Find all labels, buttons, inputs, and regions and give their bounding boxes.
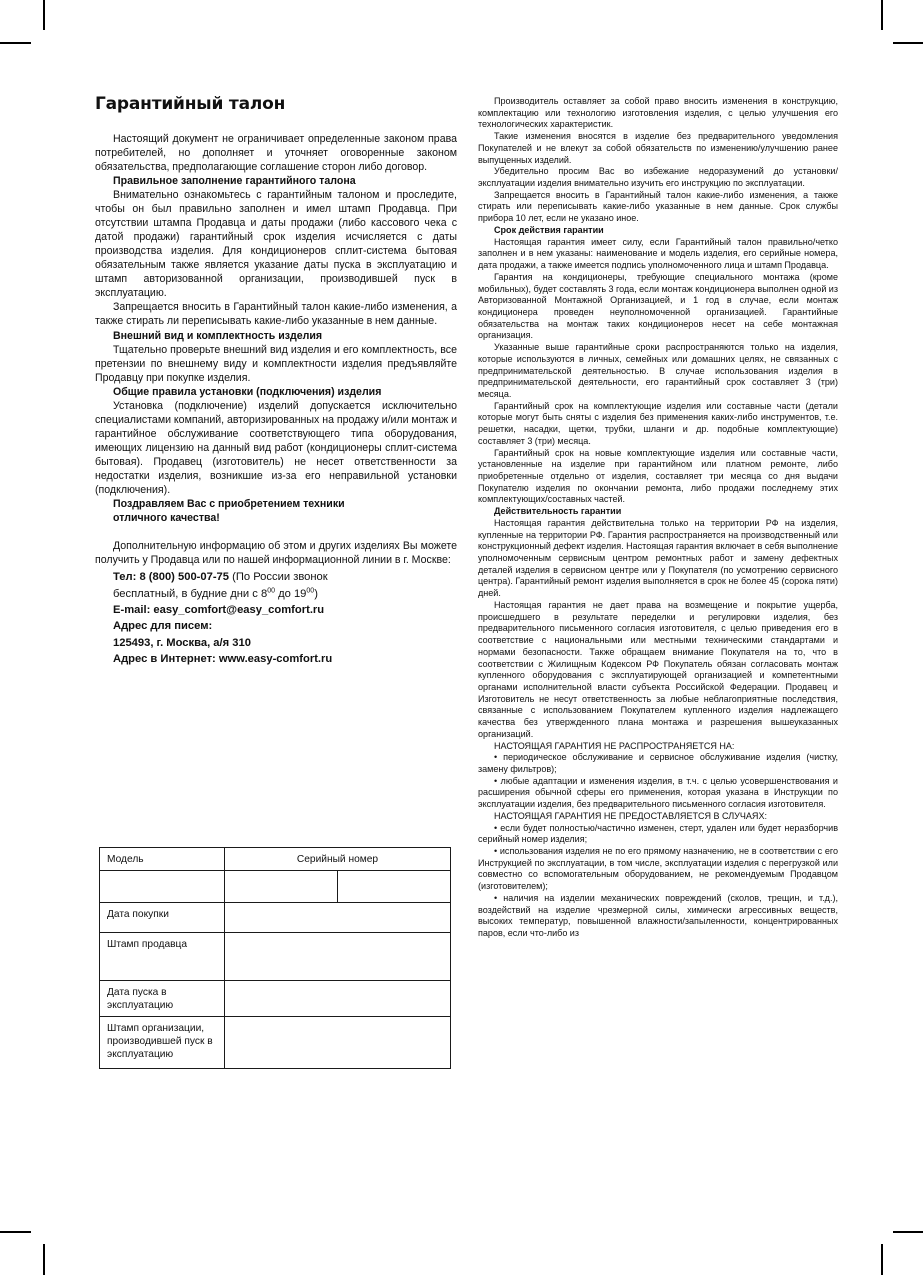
section-heading-correct-filling: Правильное заполнение гарантийного талона <box>113 174 356 187</box>
paragraph-correct-filling-1: Внимательно ознакомьтесь с гарантийным талоном и проследите, чтобы он был правильно заполнен и имел штамп Продавца. При отсутствии штампа Продавца и даты продажи (либо кассового чека с датой продажи) гарантийный срок изделия исчисляется с даты производства изделия. Для кондиционеров сплит-система бытовая обязательным также является указание даты пуска в эксплуатацию и штамп авторизованной организации, производившей пуск в эксплуатацию. <box>95 189 457 300</box>
crop-mark-bottom-right-horizontal <box>893 1231 923 1233</box>
table-row-purchase-date <box>100 903 451 933</box>
right-column <box>478 96 838 940</box>
postal-address: 125493, г. Москва, а/я 310 <box>113 636 251 649</box>
section-heading-warranty-validity: Действительность гарантии <box>494 506 622 517</box>
table-cell-commissioning-date-input[interactable] <box>225 981 451 1017</box>
phone-line-1 <box>113 569 457 585</box>
postal-label: Адрес для писем: <box>113 620 213 633</box>
paragraph-warranty-term-3: Указанные выше гарантийные сроки распространяются только на изделия, которые используются в личных, семейных или домашних целях, не связанных с предпринимательской деятельностью. В случае использования изделия в предпринимательской деятельности, его гарантийный срок составляет 3 (три) месяца. <box>478 342 838 399</box>
paragraph-appearance-1: Тщательно проверьте внешний вид изделия и его комплектность, все претензии по внешнему виду и комплектности изделия предъявляйте Продавцу при покупке изделия. <box>95 343 457 384</box>
email-line[interactable] <box>113 602 457 618</box>
phone-number: Тел: 8 (800) 500-07-75 <box>113 571 229 584</box>
paragraph-correct-filling-2: Запрещается вносить в Гарантийный талон какие-либо изменения, а также стирать ли переписывать какие-либо указанные в нем данные. <box>95 301 457 328</box>
congratulations-line-1: Поздравляем Вас с приобретением техники <box>113 498 345 511</box>
page-title: Гарантийный талон <box>95 94 286 114</box>
not-provided-item-2: • использования изделия не по его прямому назначению, не в соответствии с его Инструкцией по эксплуатации, в том числе, эксплуатации изделия с перегрузкой или совместно со вспомогательным оборудованием, не рекомендуемым Продавцом (изготовителем); <box>478 846 838 892</box>
table-row-seller-stamp <box>100 933 451 981</box>
table-row-model-entry <box>100 871 451 903</box>
table-cell-model-input[interactable] <box>100 871 225 903</box>
table-row-commissioning-org-stamp <box>100 1017 451 1069</box>
congratulations-line-2: отличного качества! <box>113 512 220 525</box>
postal-label-line <box>113 618 457 634</box>
phone-hours-sup-start: 00 <box>267 586 275 594</box>
right-paragraph-no-notice: Такие изменения вносятся в изделие без предварительного уведомления Покупателей и не влекут за собой обязательств по изменению/улучшению ранее выпущенных изделий. <box>478 131 838 165</box>
heading-not-provided: НАСТОЯЩАЯ ГАРАНТИЯ НЕ ПРЕДОСТАВЛЯЕТСЯ В СЛУЧАЯХ: <box>494 810 768 821</box>
table-cell-commissioning-org-input[interactable] <box>225 1017 451 1069</box>
email-address: E-mail: easy_comfort@easy_comfort.ru <box>113 604 325 617</box>
right-paragraph-no-alterations: Запрещается вносить в Гарантийный талон какие-либо изменения, а также стирать или переписывать какие-либо указанные в нем данные. Срок службы прибора 10 лет, если не указано иное. <box>478 189 838 224</box>
crop-mark-bottom-right-vertical <box>881 1244 883 1275</box>
website-line[interactable] <box>113 651 457 667</box>
crop-mark-top-left-horizontal <box>0 42 31 44</box>
warranty-form-table <box>99 847 451 1069</box>
crop-mark-top-left-vertical <box>43 0 45 30</box>
postal-address-line <box>113 635 457 651</box>
crop-mark-bottom-left-vertical <box>43 1244 45 1275</box>
table-row-commissioning-date <box>100 981 451 1017</box>
phone-hours-prefix: бесплатный, в будние дни с 8 <box>113 587 268 600</box>
phone-line-2 <box>113 586 457 602</box>
table-cell-serial-input-2[interactable] <box>338 871 451 903</box>
phone-hours-mid: до 19 <box>274 587 307 600</box>
exclusion-item-1: • периодическое обслуживание и сервисное обслуживание изделия (чистку, замену фильтров); <box>478 752 838 774</box>
info-line-paragraph: Дополнительную информацию об этом и других изделиях Вы можете получить у Продавца или по нашей информационной линии в г. Москве: <box>95 540 457 567</box>
paragraph-warranty-validity-1: Настоящая гарантия действительна только на территории РФ на изделия, купленные на территории РФ. Гарантия распространяется на производственный или конструкционный дефект изделия. Настоящая гарантия включает в себя выполнение уполномоченным сервисным центром ремонтных работ и замену дефектных деталей изделия в сервисном центре или у Покупателя (по усмотрению сервисного центра). Гарантийный ремонт изделия выполняется в срок не более 45 (сорока пяти) дней. <box>478 517 838 599</box>
section-heading-installation-rules: Общие правила установки (подключения) изделия <box>113 385 382 398</box>
paragraph-warranty-term-1: Настоящая гарантия имеет силу, если Гарантийный талон правильно/четко заполнен и в нем указаны: наименование и модель изделия, его серийные номера, дата продажи, а также имеется подпись уполномоченного лица и штамп Продавца. <box>478 236 838 271</box>
heading-exclusions: НАСТОЯЩАЯ ГАРАНТИЯ НЕ РАСПРОСТРАНЯЕТСЯ НА: <box>494 740 735 751</box>
section-heading-warranty-term: Срок действия гарантии <box>494 224 604 235</box>
crop-mark-top-right-vertical <box>881 0 883 30</box>
not-provided-item-3: • наличия на изделии механических повреждений (сколов, трещин, и т.д.), воздействий на изделие чрезмерной силы, химически агрессивных веществ, высоких температур, повышенной влажности/запыленности, концентрированных паров, если что-либо из <box>478 892 838 939</box>
phone-hours-sup-end: 00 <box>306 586 315 594</box>
table-row-header <box>100 848 451 871</box>
paragraph-installation-rules-1: Установка (подключение) изделий допускается исключительно специалистами компаний, авторизированных на продажу и/или монтаж и гарантийное обслуживание соответствующего типа оборудования, имеющих лицензию на данный вид работ (кондиционеры сплит-система бытовая). Продавец (изготовитель) не несет ответственности за недостатки изделия, возникшие из-за его неправильной установки (подключения). <box>95 399 457 497</box>
paragraph-warranty-term-2: Гарантия на кондиционеры, требующие специального монтажа (кроме мобильных), будет составлять 3 года, если монтаж кондиционера выполнен одной из Авторизованной Монтажной Организацией, и 1 год в случае, если монтаж кондиционера проведен неуполномоченной организацией. Гарантийные обязательства на монтаж таких кондиционеров несет на себе монтажная организация. <box>478 271 838 341</box>
left-column <box>95 96 457 668</box>
table-cell-purchase-date-label: Дата покупки <box>100 903 225 933</box>
table-cell-commissioning-org-label: Штамп организации, производившей пуск в эксплуатацию <box>100 1017 225 1069</box>
website-address: Адрес в Интернет: www.easy-comfort.ru <box>113 653 333 666</box>
right-paragraph-manufacturer-changes: Производитель оставляет за собой право вносить изменения в конструкцию, комплектацию или технологию изготовления изделия, с целью улучшения его технологических характеристик. <box>478 96 838 130</box>
phone-note-part-1: (По России звонок <box>229 571 328 584</box>
intro-paragraph: Настоящий документ не ограничивает определенные законом права потребителей, но дополняет и уточняет оговоренные законом обязательства, предполагающие соглашение сторон либо договор. <box>95 132 457 173</box>
crop-mark-bottom-left-horizontal <box>0 1231 31 1233</box>
phone-hours-suffix: ) <box>314 587 318 600</box>
right-paragraph-read-manual: Убедительно просим Вас во избежание недоразумений до установки/эксплуатации изделия внимательно изучить его инструкцию по эксплуатации. <box>478 166 838 189</box>
section-heading-appearance: Внешний вид и комплектность изделия <box>113 329 323 342</box>
exclusion-item-2: • любые адаптации и изменения изделия, в т.ч. с целью усовершенствования и расширения обычной сферы его применения, которая указана в Инструкции по эксплуатации изделия, без предварительного письменного согласия изготовителя. <box>478 775 838 810</box>
table-cell-model-label: Модель <box>100 848 225 871</box>
table-cell-purchase-date-input[interactable] <box>225 903 451 933</box>
crop-mark-top-right-horizontal <box>893 42 923 44</box>
table-cell-seller-stamp-input[interactable] <box>225 933 451 981</box>
paragraph-warranty-validity-2: Настоящая гарантия не дает права на возмещение и покрытие ущерба, происшедшего в результате переделки и регулировки изделия, без предварительного письменного согласия изготовителя, с целью приведения его в соответствие с национальными или местными техническими стандартами и нормами безопасности. Также обращаем внимание Покупателя на то, что в соответствии с Жилищным Кодексом РФ Покупатель обязан согласовать монтаж купленного оборудования с эксплуатирующей организацией и компетентными органами исполнительной власти субъекта Российской Федерации. Продавец и Изготовитель не несут ответственность за любые неблагоприятные последствия, связанные с использованием Покупателем купленного изделия надлежащего качества без утвержденного плана монтажа и разрешения вышеуказанных организаций. <box>478 599 838 739</box>
table-cell-commissioning-date-label: Дата пуска в эксплуатацию <box>100 981 225 1017</box>
contact-details <box>95 569 457 667</box>
not-provided-item-1: • если будет полностью/частично изменен, стерт, удален или будет неразборчив серийный номер изделия; <box>478 822 838 845</box>
table-cell-serial-input-1[interactable] <box>225 871 338 903</box>
table-cell-seller-stamp-label: Штамп продавца <box>100 933 225 981</box>
paragraph-warranty-term-4: Гарантийный срок на комплектующие изделия или составные части (детали которые могут быть сняты с изделия без применения каких-либо инструментов, т.е. решетки, насадки, щетки, трубки, шланги и др. подобные комплектующие) составляет 3 (три) месяца. <box>478 400 838 446</box>
paragraph-warranty-term-5: Гарантийный срок на новые комплектующие изделия или составные части, установленные на изделие при гарантийном или платном ремонте, либо приобретенные отдельно от изделия, составляет три месяца со дня выдачи Покупателю изделия по окончании ремонта, либо продажи последнему этих комплектующих/составных частей. <box>478 447 838 505</box>
table-cell-serial-header: Серийный номер <box>225 848 451 871</box>
